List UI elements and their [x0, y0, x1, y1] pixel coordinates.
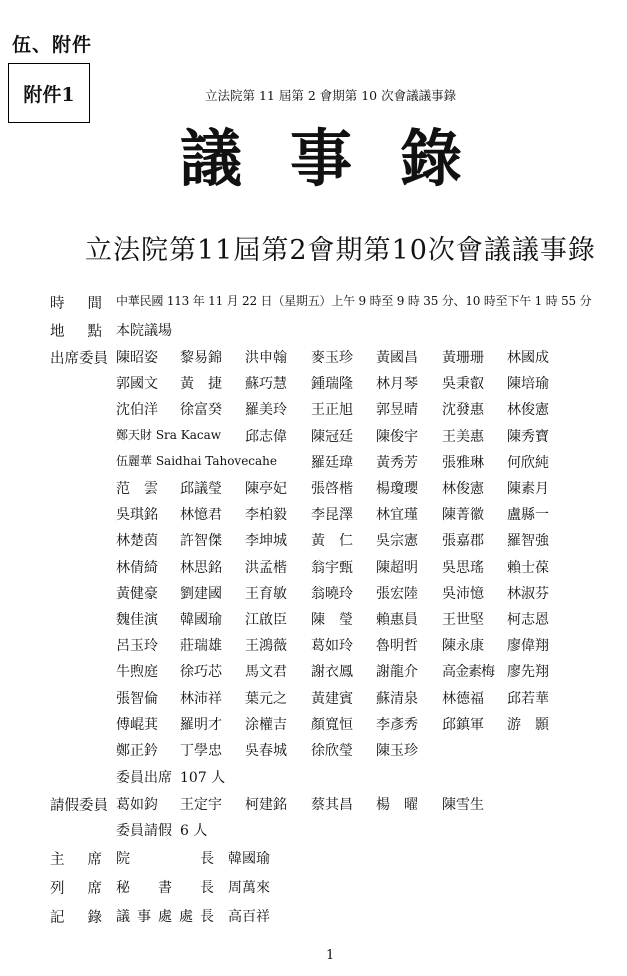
attending-member: 范 雲 — [116, 481, 158, 497]
attending-member: 李彥秀 — [376, 716, 418, 733]
attending-member: 高金素梅 — [442, 664, 494, 681]
leave-count: 6 人 — [180, 823, 208, 839]
attending-member: 吳春城 — [245, 743, 287, 759]
place-label-char: 點 — [87, 324, 102, 340]
attending-member: 陳秀寶 — [507, 428, 549, 445]
attending-member: 林憶君 — [180, 507, 222, 524]
attending-member: 盧縣一 — [507, 507, 549, 524]
attending-member: 韓國瑜 — [180, 612, 222, 628]
attending-member: 陳亭妃 — [245, 481, 287, 497]
attending-member: 羅美玲 — [245, 402, 287, 419]
attending-member: 葛如玲 — [311, 638, 353, 655]
attending-member: 呂玉玲 — [116, 638, 158, 655]
official-role-char: 處 — [179, 909, 193, 925]
official-label — [50, 906, 102, 927]
attending-member: 伍麗華 Saidhai Tahovecahe — [116, 453, 278, 468]
attending-member: 洪孟楷 — [245, 559, 287, 576]
leave-member: 王定宇 — [180, 797, 222, 813]
attending-member: 吳宗憲 — [376, 533, 418, 550]
big-title-char: 錄 — [400, 122, 511, 195]
attending-member: 麥玉珍 — [311, 350, 353, 366]
official-label — [50, 877, 102, 898]
attending-member: 蘇巧慧 — [245, 376, 287, 393]
attending-member: 陳昭姿 — [116, 350, 158, 366]
attending-member: 賴惠員 — [376, 612, 418, 628]
attending-member: 傅崐萁 — [116, 716, 158, 733]
attending-member: 林國成 — [507, 350, 549, 366]
attending-member: 張雅琳 — [442, 454, 484, 471]
official-role-char: 處 — [158, 909, 172, 925]
attending-member: 陳冠廷 — [311, 428, 353, 445]
attending-member: 許智傑 — [180, 533, 222, 550]
attending-member: 李柏毅 — [245, 507, 287, 524]
attending-member: 邱鎮軍 — [442, 716, 484, 733]
attending-member: 吳秉叡 — [442, 376, 484, 393]
leave-member: 蔡其昌 — [311, 797, 353, 813]
attending-member: 林俊憲 — [442, 481, 484, 497]
section-title: 伍、附件 — [12, 34, 93, 56]
attending-member: 賴士葆 — [507, 559, 549, 576]
attending-member: 魏佳演 — [116, 612, 158, 628]
attending-member: 丁學忠 — [180, 743, 222, 759]
attending-member: 吳琪銘 — [116, 507, 158, 524]
attending-member: 何欣純 — [507, 454, 549, 471]
attending-member: 羅廷瑋 — [311, 454, 353, 471]
attending-member: 莊瑞雄 — [180, 638, 222, 655]
official-label-char: 記 — [50, 910, 65, 926]
attending-member: 羅明才 — [180, 716, 222, 733]
attending-member: 張宏陸 — [376, 585, 418, 602]
attending-member: 翁宇甄 — [311, 559, 353, 576]
attending-member: 陳永康 — [442, 638, 484, 655]
attending-member: 張啓楷 — [311, 481, 353, 497]
attending-member: 羅智強 — [507, 533, 549, 550]
attending-member: 黃秀芳 — [376, 454, 418, 471]
attending-member: 邱議瑩 — [180, 481, 222, 497]
attending-member: 林宜瑾 — [376, 507, 418, 524]
attending-member: 劉建國 — [180, 585, 222, 602]
attending-member: 吳沛憶 — [442, 585, 484, 602]
attending-member: 楊瓊瓔 — [376, 481, 418, 497]
big-title — [180, 122, 511, 195]
attending-member: 黃建賓 — [311, 690, 353, 707]
attending-member: 翁曉玲 — [311, 585, 353, 602]
attending-member: 王正旭 — [311, 402, 353, 419]
attending-count-label: 委員出席 — [116, 770, 172, 786]
attending-member: 黃珊珊 — [442, 350, 484, 366]
attending-member: 黃健豪 — [116, 585, 158, 602]
attending-member: 謝衣鳳 — [311, 664, 353, 681]
attending-member: 陳俊宇 — [376, 428, 418, 445]
big-title-char: 事 — [290, 122, 401, 195]
leave-member: 葛如鈞 — [116, 797, 158, 813]
attending-member: 陳培瑜 — [507, 376, 549, 393]
header-line: 立法院第 11 屆第 2 會期第 10 次會議議事錄 — [205, 88, 457, 103]
official-label-char: 錄 — [87, 910, 102, 926]
official-label — [50, 848, 102, 869]
official-name: 周萬來 — [228, 880, 270, 896]
attending-member: 廖偉翔 — [507, 638, 549, 655]
attending-member: 林月琴 — [376, 376, 418, 393]
attending-member: 洪申翰 — [245, 350, 287, 366]
place-label — [50, 320, 102, 341]
attending-member: 郭昱晴 — [376, 402, 418, 419]
attending-member: 林德福 — [442, 690, 484, 707]
attending-member: 馬文君 — [245, 664, 287, 681]
attending-member: 黎易錦 — [180, 350, 222, 366]
sub-title: 立法院第11屆第2會期第10次會議議事錄 — [85, 235, 596, 266]
official-role-char: 院 — [116, 851, 130, 867]
place-value: 本院議場 — [116, 323, 172, 339]
official-label-char: 席 — [87, 852, 102, 868]
attending-member: 涂權吉 — [245, 716, 287, 733]
attending-member: 葉元之 — [245, 690, 287, 707]
attending-member: 黃 仁 — [311, 533, 353, 550]
attending-member: 黃 捷 — [180, 376, 222, 393]
attending-member: 吳思瑤 — [442, 559, 484, 576]
attending-member: 沈發惠 — [442, 402, 484, 419]
big-title-char: 議 — [180, 122, 291, 195]
attending-member: 林楚茵 — [116, 533, 158, 550]
attending-member: 林倩綺 — [116, 559, 158, 576]
leave-label: 請假委員 — [50, 798, 108, 814]
attending-member: 徐巧芯 — [180, 664, 222, 681]
attending-member: 鄭天財 Sra Kacaw — [116, 427, 222, 442]
attending-member: 陳 瑩 — [311, 612, 353, 628]
attending-member: 林沛祥 — [180, 690, 222, 707]
attending-member: 游 顥 — [507, 716, 549, 733]
attending-member: 鍾瑞隆 — [311, 376, 353, 393]
attending-member: 邱若華 — [507, 690, 549, 707]
attending-member: 張嘉郡 — [442, 533, 484, 550]
attending-label: 出席委員 — [50, 351, 108, 367]
attending-member: 王育敏 — [245, 585, 287, 602]
attending-member: 李坤城 — [245, 533, 287, 550]
attending-count: 107 人 — [180, 770, 226, 786]
attending-member: 顏寬恒 — [311, 716, 353, 733]
official-role-char: 秘 — [116, 880, 130, 896]
attending-member: 陳菁徽 — [442, 507, 484, 524]
time-label-char: 時 — [50, 296, 65, 312]
attending-member: 謝龍介 — [376, 664, 418, 681]
attending-member: 牛煦庭 — [116, 664, 158, 681]
attending-member: 王鴻薇 — [245, 638, 287, 655]
attending-member: 李昆澤 — [311, 507, 353, 524]
attending-member: 柯志恩 — [507, 612, 549, 628]
attending-member: 徐欣瑩 — [311, 743, 353, 759]
page-number: 1 — [326, 948, 335, 963]
attending-member: 鄭正鈐 — [116, 743, 158, 759]
time-label-char: 間 — [87, 296, 102, 312]
attending-member: 張智倫 — [116, 690, 158, 707]
leave-member: 柯建銘 — [245, 797, 287, 813]
leave-member: 陳雪生 — [442, 797, 484, 813]
attending-member: 王世堅 — [442, 612, 484, 628]
attending-member: 郭國文 — [116, 376, 158, 393]
official-role — [116, 906, 214, 926]
attending-member: 徐富癸 — [180, 402, 222, 419]
attending-member: 廖先翔 — [507, 664, 549, 681]
attending-member: 林淑芬 — [507, 585, 549, 602]
time-label — [50, 292, 102, 313]
attending-member: 陳素月 — [507, 481, 549, 497]
attending-member: 林思銘 — [180, 559, 222, 576]
official-role-char: 議 — [116, 909, 130, 925]
official-role-char: 長 — [200, 851, 214, 867]
official-role-char: 長 — [200, 880, 214, 896]
official-name: 高百祥 — [228, 909, 270, 925]
attending-member: 邱志偉 — [245, 428, 287, 445]
official-role-char: 書 — [158, 880, 172, 896]
place-label-char: 地 — [50, 324, 65, 340]
time-value: 中華民國 113 年 11 月 22 日（星期五）上午 9 時至 9 時 35 分、10 時至下午 1 時 55 分 — [116, 294, 592, 308]
attending-member: 沈伯洋 — [116, 402, 158, 419]
attending-member: 江啟臣 — [245, 612, 287, 628]
official-role-char: 長 — [200, 909, 214, 925]
attending-member: 黃國昌 — [376, 350, 418, 366]
attending-member: 魯明哲 — [376, 638, 418, 655]
attending-member: 陳玉珍 — [376, 743, 418, 759]
attending-member: 蘇清泉 — [376, 690, 418, 707]
leave-member: 楊 曜 — [376, 797, 418, 813]
attending-member: 林俊憲 — [507, 402, 549, 419]
official-label-char: 列 — [50, 881, 65, 897]
official-role — [116, 877, 214, 897]
official-role-char: 事 — [137, 909, 151, 925]
official-label-char: 主 — [50, 852, 65, 868]
official-label-char: 席 — [87, 881, 102, 897]
official-role — [116, 848, 214, 868]
official-name: 韓國瑜 — [228, 851, 270, 867]
attending-member: 陳超明 — [376, 559, 418, 576]
attachment-label: 附件1 — [8, 63, 90, 123]
attending-member: 王美惠 — [442, 428, 484, 445]
leave-count-label: 委員請假 — [116, 823, 172, 839]
